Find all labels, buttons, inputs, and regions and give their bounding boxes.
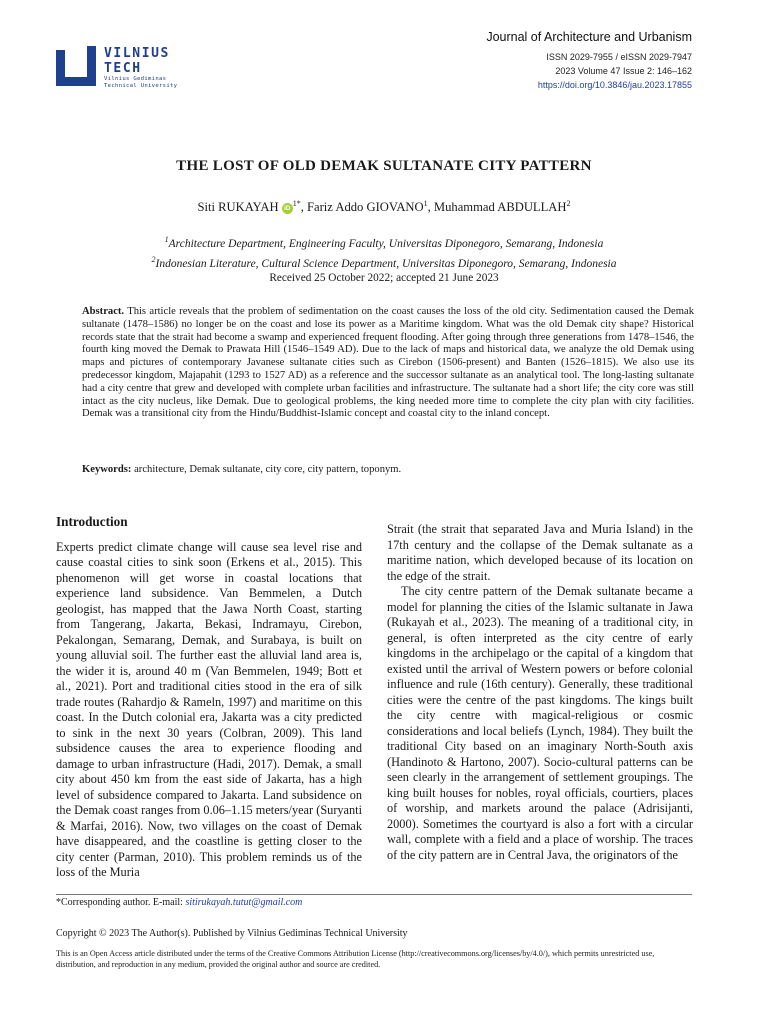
author-list (0, 199, 768, 215)
affiliation-2: $^2$Indonesian Literature, Cultural Science Department, Universitas Diponegoro, Semarang, Indonesia (151, 254, 617, 270)
author-rukayah: Siti RUKAYAH (197, 200, 279, 215)
journal-title: Journal of Architecture and Urbanism (486, 30, 692, 44)
keywords (82, 463, 694, 476)
author-mark: 1* (292, 199, 301, 208)
copyright-line: Copyright © 2023 The Author(s). Published by Vilnius Gediminas Technical University (56, 928, 408, 939)
body-column-left (56, 514, 362, 881)
paragraph: Experts predict climate change will cause sea level rise and cause coastal cities to sink soon (Erkens et al., 2015). This phenomenon will get worse in coastal locations that experience land subsidence. Van Bemmelen, a Dutch geologist, has mapped that the Jawa North Coast, starting from Tangerang, Jakarta, Bekasi, Indramayu, Cirebon, Pekalongan, Semarang, Demak, and Surabaya, is built on young alluvial soil. The further east the alluvial land area is, the wider it is, around 40 m (Van Bemmelen, 1949; Bott et al., 2021). Port and traditional cities stood in the era of silk trade routes (Rahardjo & Rameln, 1997) and maritime on this coast. In the Dutch colonial era, Jakarta was a city predicted to sink in the next 30 years (Colbran, 2009). This land subsidence causes the area to experience flooding and damage to urban infrastructure (Hadi, 2017). Demak, a small city about 450 km from the east side of Jakarta, has a high level of subsidence compared to Jakarta. Land subsidence on the Demak coast ranges from 0.06–1.15 meters/year (Suryanti & Marfai, 2016). Now, two villages on the coast of Demak have disappeared, and the coastline is getting closer to the city center (Parman, 2010). This problem reminds us of the loss of the Muria (56, 539, 362, 879)
body-column-right (387, 522, 693, 863)
section-heading-introduction: Introduction (56, 514, 128, 529)
keywords-label: Keywords: (82, 464, 132, 475)
logo-line-university-2: Technical University (104, 83, 178, 89)
corresponding-email-link[interactable]: sitirukayah.tutut@gmail.com (185, 897, 303, 908)
author-giovano: , Fariz Addo GIOVANO (300, 200, 424, 215)
received-accepted-dates: Received 25 October 2022; accepted 21 June 2023 (269, 272, 499, 284)
paragraph: Strait (the strait that separated Java and Muria Island) in the 17th century and the collapse of the Demak sultanate as a maritime nation, which developed because of its location on the edge of the strait. (387, 522, 693, 583)
affiliation-1: $^1$Architecture Department, Engineering Faculty, Universitas Diponegoro, Semarang, Indonesia (164, 235, 604, 250)
abstract-label: Abstract. (82, 306, 125, 317)
journal-volume: 2023 Volume 47 Issue 2: 146–162 (555, 66, 692, 76)
article-title: THE LOST OF OLD DEMAK SULTANATE CITY PATTERN (176, 158, 592, 174)
author-mark: 1 (423, 199, 428, 208)
license-notice: This is an Open Access article distributed under the terms of the Creative Commons Attribution License (http://creativecommons.org/licenses/by/4.0/), which permits unrestricted use, distribution, and reproduction in any medium, provided the original author and source are credited. (56, 949, 655, 970)
vilnius-tech-logo-text (104, 46, 177, 90)
corresponding-author-note: *Corresponding author. E-mail: sitirukayah.tutut@gmail.com (56, 897, 303, 908)
journal-issn: ISSN 2029-7955 / eISSN 2029-7947 (546, 52, 692, 62)
vilnius-tech-logo-mark (56, 46, 96, 88)
affiliations (0, 232, 768, 272)
keywords-text: architecture, Demak sultanate, city core, city pattern, toponym. (131, 464, 402, 475)
author-mark: 2 (566, 199, 571, 208)
logo-line-university-1: Vilnius Gediminas (104, 76, 167, 82)
abstract-text: This article reveals that the problem of sedimentation on the coast causes the loss of the old city. Sedimentation caused the Demak sultanate (1478–1586) no longer be on the coast and lose its power as a Maritime kingdom. What was the old Demak city shape? Historical records state that the strait had become a swamp and experienced frequent flooding. After going through three generations from 1478–1546, the fourth king moved the Demak to Prawata Hill (1546–1549 AD). Due to the lack of maps and historical data, we analyze the old Demak using maps and pictures of contemporary Javanese sultanate cities such as Cirebon (1506-present) and Banten (1526–1815). We also use its predecessor kingdom, Majapahit (1293 to 1527 AD) as a reference and the successor sultanate as an analytical tool. The long-lasting sultanate had a city centre that grew and developed with complete urban facilities and infrastructure. The sultanate had a short life; the city core was still intact as the city nucleus, like Demak. Due to geological problems, the king needed more time to complete the city plan with city facilities. Demak was a transitional city from the Hindu/Buddhist-Islamic concept and coastal city to the inland concept. (82, 306, 694, 420)
abstract (82, 306, 694, 421)
journal-header (486, 28, 692, 92)
footnote-divider (56, 894, 692, 895)
author-abdullah: , Muhammad ABDULLAH (427, 200, 567, 215)
orcid-icon[interactable]: iD (282, 203, 293, 214)
logo-line-tech: TECH (104, 61, 142, 76)
paragraph: The city centre pattern of the Demak sultanate became a model for planning the cities of the Islamic sultanate in Jawa (Rukayah et al., 2023). The meaning of a traditional city, in general, is often interpreted as the city centre of early kingdoms in the archipelago or the capital of a kingdom that existed until the arrival of Western powers or before colonial influence and rule (16th century). Generally, these traditional cities were the centre of the past kingdoms. The kings built the city centre with magical-religious or cosmic considerations and local beliefs (Lynch, 1984). They built the traditional City based on an imaginary North-South axis (Handinoto & Hartono, 2007). Socio-cultural patterns can be seen clearly in the arrangement of settlement groupings. The king built houses for nobles, royal officials, courtiers, places of worship, and markets around the palace (Adrisijanti, 2000). Sometimes the courtyard is also a fort with a circular wall, complete with a field and a place of worship. The traces of the city pattern are in Central Java, the originators of the (387, 584, 693, 862)
journal-doi-link[interactable]: https://doi.org/10.3846/jau.2023.17855 (537, 80, 692, 90)
logo-line-vilnius: VILNIUS (104, 46, 170, 61)
